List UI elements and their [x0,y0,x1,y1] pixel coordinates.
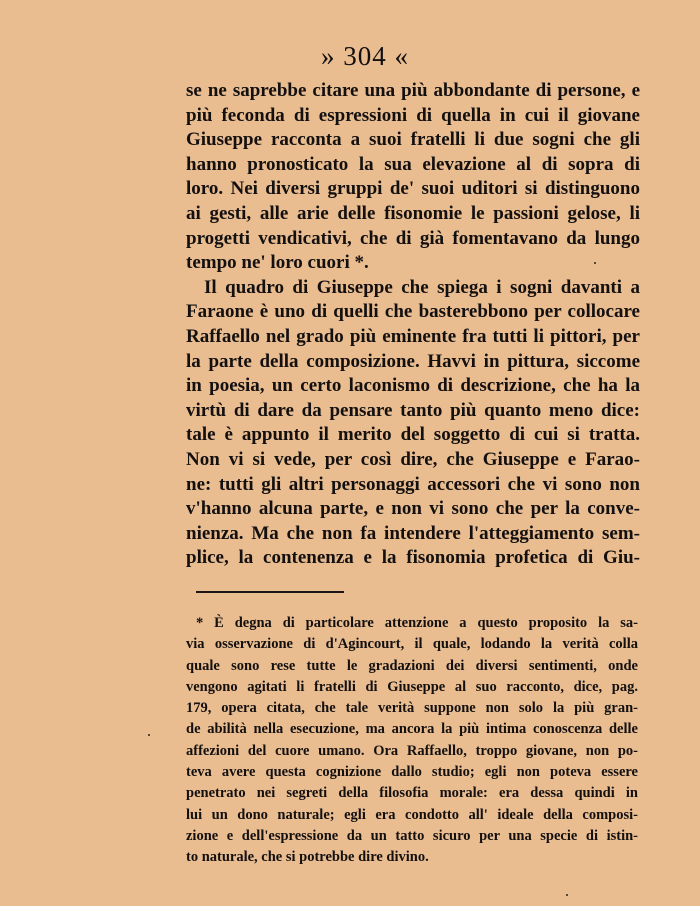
footnote-line: teva avere questa cognizione dallo studio; egli non poteva essere [186,764,638,781]
text-line: Faraone è uno di quelli che basterebbono per collocare [186,301,640,323]
text-line: Giuseppe racconta a suoi fratelli li due sogni che gli [186,129,640,151]
footnote-line: affezioni del cuore umano. Ora Raffaello, troppo giovane, non po- [186,742,638,759]
page-number: » 304 « [321,41,409,71]
text-line: la parte della composizione. Havvi in pittura, siccome [186,350,640,372]
text-line: in poesia, un certo laconismo di descrizione, che ha la [186,375,640,397]
footnote-line: de abilità nella esecuzione, ma ancora la più intima conoscenza delle [186,721,638,738]
footnote-line: quale sono rese tutte le gradazioni dei diversi sentimenti, onde [186,657,638,674]
text-line: v'hanno alcuna parte, e non vi sono che per la conve- [186,498,640,520]
footnote-line: to naturale, che si potrebbe dire divino. [186,849,429,866]
footnote-line: penetrato nei segreti della filosofia morale: era dessa quindi in [186,785,638,802]
text-line: tale è appunto il merito del soggetto di cui si tratta. [186,424,640,446]
paragraph-start-line: Il quadro di Giuseppe che spiega i sogni davanti a [204,276,640,298]
text-line: hanno pronosticato la sua elevazione al di sopra di [186,153,640,175]
text-line: tempo ne' loro cuori *. [186,252,369,274]
footnote-line: lui un dono naturale; egli era condotto all' ideale della composi- [186,806,638,823]
footnote-line: 179, opera citata, che tale verità suppone non solo la più gran- [186,700,638,717]
footnote-block [186,613,638,869]
ink-speck [594,262,596,264]
main-text-block [186,79,640,571]
text-line: virtù di dare da pensare tanto più quanto meno dice: [186,399,640,421]
text-line: nienza. Ma che non fa intendere l'atteggiamento sem- [186,522,640,544]
text-line: loro. Nei diversi gruppi de' suoi uditori si distinguono [186,178,640,200]
footnote-separator [196,591,344,593]
footnote-line: vengono agitati li fratelli di Giuseppe al suo racconto, dice, pag. [186,678,638,695]
ink-speck [566,894,568,896]
text-line: progetti vendicativi, che di già fomentavano da lungo [186,227,640,249]
text-line: più feconda di espressioni di quella in cui il giovane [186,104,640,126]
footnote-line: via osservazione di d'Agincourt, il quale, lodando la verità colla [186,636,638,653]
text-line: ne: tutti gli altri personaggi accessori che vi sono non [186,473,640,495]
text-line: plice, la contenenza e la fisonomia profetica di Giu- [186,547,640,569]
footnote-line: zione e dell'espressione da un tatto sicuro per una specie di istin- [186,827,638,844]
ink-speck [148,734,150,736]
text-line: ai gesti, alle arie delle fisonomie le passioni gelose, li [186,202,640,224]
footnote-line: * È degna di particolare attenzione a questo proposito la sa- [196,615,638,631]
text-line: Raffaello nel grado più eminente fra tutti li pittori, per [186,325,640,347]
text-line: Non vi si vede, per così dire, che Giuseppe e Farao- [186,448,640,470]
text-line: se ne saprebbe citare una più abbondante di persone, e [186,80,640,101]
